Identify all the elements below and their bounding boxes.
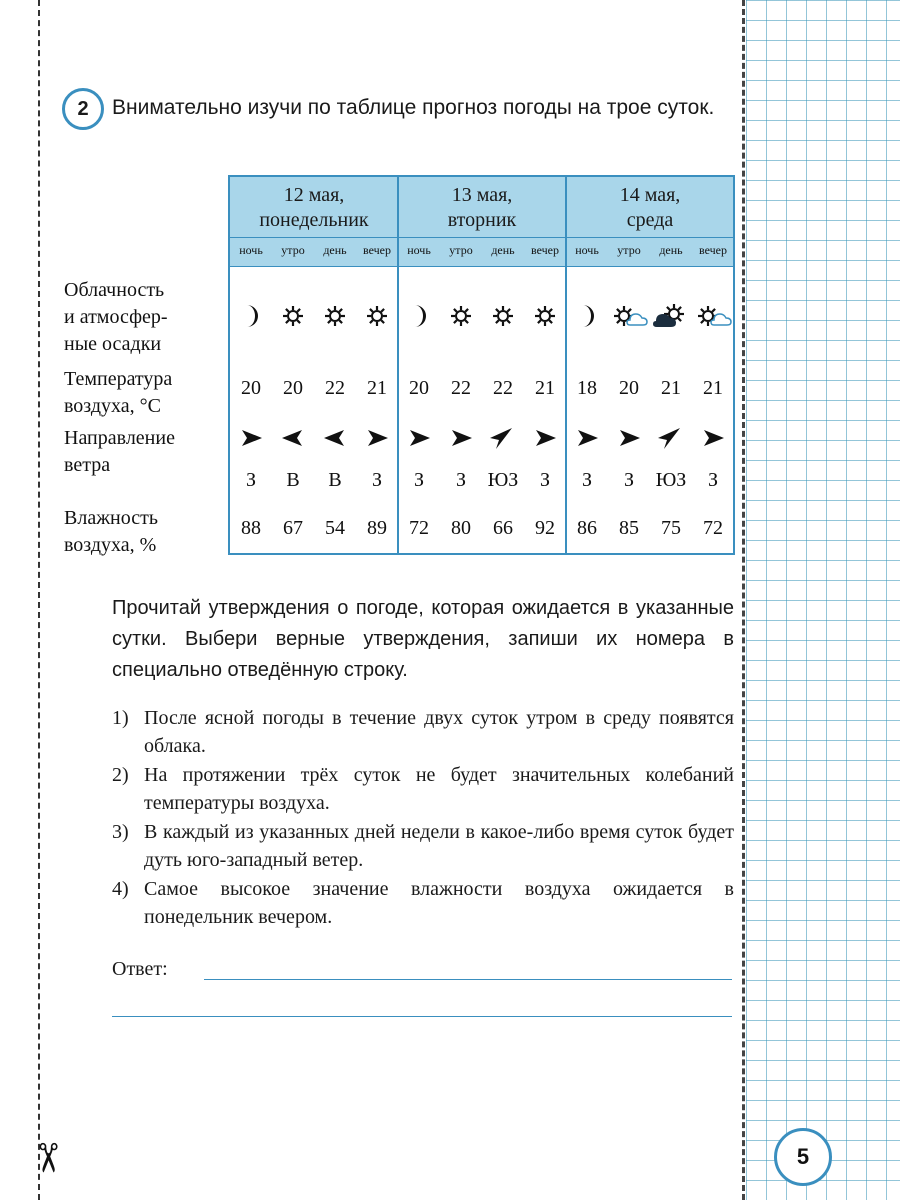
temperature-value: 21 [703,377,723,399]
wind-direction-value: ЮЗ [655,469,687,491]
cut-line-left [38,0,40,1200]
wind-direction-value: З [539,469,551,491]
humidity-value: 89 [367,517,387,539]
statement-4: 4) Самое высокое значение влажности воздуха ожидается в понедельник вечером. [112,878,734,928]
sun-icon [440,301,482,331]
task-number-badge: 2 [62,88,104,130]
wind-direction-value: З [413,469,425,491]
wind-direction-value: В [328,469,342,491]
day-divider [565,177,567,553]
time-of-day-label: вечер [699,243,727,257]
statement-1: 1) После ясной погоды в течение двух суток утром в среду появятся облака. [112,707,734,757]
time-of-day-label: утро [617,243,641,257]
statement-2: 2) На протяжении трёх суток не будет значительных колебаний температуры воздуха. [112,764,734,814]
day-date: 13 мая, [451,184,513,206]
day-date: 12 мая, [283,184,345,206]
row-label-humidity: Влажность воздуха, % [64,507,158,556]
day-weekday: среда [626,209,674,231]
time-of-day-label: ночь [407,243,431,257]
temperature-value: 20 [283,377,303,399]
arrow-southwest-icon [482,423,524,453]
day-header-2 [398,177,566,237]
grid-paper-margin [746,0,900,1200]
arrow-right-icon [230,423,272,453]
weather-table [228,175,735,555]
time-of-day-label: утро [449,243,473,257]
sun-cloud-icon [608,301,650,331]
statement-3: 3) В каждый из указанных дней недели в какое-либо время суток будет дуть юго-западный ветер. [112,821,734,871]
arrow-right-icon [608,423,650,453]
answer-line-2[interactable] [112,1016,732,1017]
sun-icon [524,301,566,331]
day-divider [397,177,399,553]
arrow-right-icon [356,423,398,453]
wind-direction-value: З [371,469,383,491]
wind-direction-value: В [286,469,300,491]
cut-line-right [742,0,745,1200]
humidity-value: 86 [577,517,597,539]
day-header-3 [566,177,734,237]
temperature-value: 21 [367,377,387,399]
time-of-day-label: утро [281,243,305,257]
humidity-value: 66 [493,517,513,539]
humidity-value: 75 [661,517,681,539]
row-label-cloudiness: Облачность и атмосфер- ные осадки [64,279,168,355]
humidity-value: 92 [535,517,555,539]
temperature-value: 22 [493,377,513,399]
wind-direction-value: ЮЗ [487,469,519,491]
humidity-value: 72 [703,517,723,539]
humidity-value: 85 [619,517,639,539]
arrow-southwest-icon [650,423,692,453]
answer-line-1[interactable] [204,979,732,980]
arrow-right-icon [692,423,734,453]
wind-direction-value: З [623,469,635,491]
day-date: 14 мая, [619,184,681,206]
humidity-value: 80 [451,517,471,539]
arrow-left-icon [314,423,356,453]
day-weekday: понедельник [259,209,369,231]
sun-cloud-icon [692,301,734,331]
time-of-day-label: вечер [531,243,559,257]
page-number: 5 [774,1128,832,1186]
arrow-left-icon [272,423,314,453]
humidity-value: 88 [241,517,261,539]
instruction-text: Прочитай утверждения о погоде, которая ожидается в указанные сутки. Выбери верные утверждения, запиши их номера в специально отведённую строку. [112,597,734,681]
temperature-value: 22 [325,377,345,399]
moon-icon [398,301,440,331]
arrow-right-icon [440,423,482,453]
moon-icon [230,301,272,331]
arrow-right-icon [524,423,566,453]
sun-icon [482,301,524,331]
temperature-value: 20 [409,377,429,399]
time-of-day-label: день [659,243,683,257]
answer-label: Ответ: [112,958,168,980]
humidity-value: 72 [409,517,429,539]
sun-icon [272,301,314,331]
sun-dark-cloud-icon [650,301,692,331]
humidity-value: 67 [283,517,303,539]
humidity-value: 54 [325,517,345,539]
temperature-value: 20 [619,377,639,399]
wind-direction-value: З [455,469,467,491]
time-of-day-label: вечер [363,243,391,257]
row-label-wind: Направление ветра [64,427,175,476]
row-label-temperature: Температура воздуха, °C [64,368,173,417]
arrow-right-icon [398,423,440,453]
intro-text: Внимательно изучи по таблице прогноз погоды на трое суток. [112,96,715,119]
moon-icon [566,301,608,331]
time-of-day-label: день [323,243,347,257]
temperature-value: 20 [241,377,261,399]
time-of-day-label: ночь [239,243,263,257]
arrow-right-icon [566,423,608,453]
wind-direction-value: З [707,469,719,491]
sun-icon [356,301,398,331]
sun-icon [314,301,356,331]
temperature-value: 21 [535,377,555,399]
day-header-1 [230,177,398,237]
day-weekday: вторник [447,209,517,231]
scissors-icon: ✂ [23,1141,70,1175]
time-of-day-label: день [491,243,515,257]
wind-direction-value: З [245,469,257,491]
wind-direction-value: З [581,469,593,491]
time-of-day-label: ночь [575,243,599,257]
temperature-value: 18 [577,377,597,399]
temperature-value: 21 [661,377,681,399]
temperature-value: 22 [451,377,471,399]
